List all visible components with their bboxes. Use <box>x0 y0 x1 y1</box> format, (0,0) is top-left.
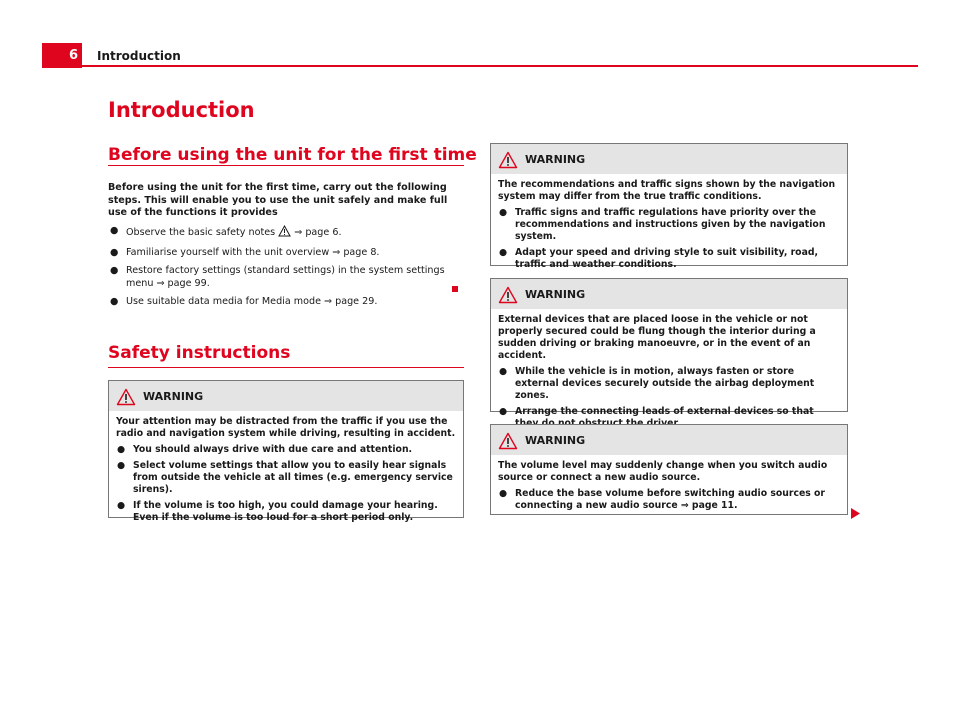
section-divider <box>108 165 464 166</box>
bullet-dot: ● <box>110 247 119 258</box>
warning-title: WARNING <box>143 390 204 403</box>
warning-lead: Your attention may be distracted from the traffic if you use the radio and navigation system while driving, resulting in accident. <box>116 416 456 439</box>
list-item <box>108 247 464 260</box>
list-item-text: Familiarise yourself with the unit overview ⇒ page 8. <box>126 247 380 258</box>
warning-header <box>491 425 847 455</box>
list-item <box>498 488 840 512</box>
bullet-dot: ● <box>117 444 126 455</box>
section-heading-safety: Safety instructions <box>108 343 291 363</box>
list-item-text: While the vehicle is in motion, always fasten or store external devices securely outside the airbag deployment zones. <box>515 366 815 401</box>
list-item <box>108 265 464 290</box>
bullet-dot: ● <box>117 460 126 471</box>
warning-title: WARNING <box>525 434 586 447</box>
list-item <box>116 444 456 456</box>
warning-header <box>109 381 463 411</box>
list-item-text: You should always drive with due care and attention. <box>133 444 413 455</box>
warning-lead: External devices that are placed loose in the vehicle or not properly secured could be flung though the interior during a sudden driving or braking manoeuvre, or in the event of an accident. <box>498 314 816 361</box>
list-item <box>116 500 456 524</box>
list-item-text: Traffic signs and traffic regulations have priority over the recommendations and instructions given by the navigation system. <box>515 207 826 242</box>
bullet-dot: ● <box>499 366 508 377</box>
warning-body <box>109 411 463 530</box>
list-item-text: Use suitable data media for Media mode ⇒ page 29. <box>126 295 378 307</box>
end-square-icon <box>452 286 458 292</box>
bullet-dot: ● <box>499 488 508 499</box>
warning-lead: The recommendations and traffic signs shown by the navigation system may differ from the true traffic conditions. <box>498 179 836 202</box>
bullet-dot: ● <box>499 406 508 417</box>
warning-box <box>490 278 848 417</box>
bullet-dot: ● <box>117 500 126 511</box>
section-heading-first-use: Before using the unit for the first time <box>108 145 477 165</box>
bullet-dot: ● <box>110 265 119 276</box>
warning-title: WARNING <box>525 288 586 301</box>
warning-triangle-icon <box>278 225 291 242</box>
warning-header <box>491 144 847 174</box>
list-item-text: Select volume settings that allow you to easily hear signals from outside the vehicle at all times (e.g. emergency service sirens). <box>133 460 453 495</box>
bullet-dot: ● <box>110 295 119 307</box>
page-number: 6 <box>42 43 82 68</box>
warning-triangle-icon <box>116 388 136 410</box>
warning-lead: The volume level may suddenly change when you switch audio source or connect a new audio source. <box>498 460 828 483</box>
warning-box <box>490 143 848 270</box>
list-item-text: Observe the basic safety notes <box>126 227 279 238</box>
section-divider <box>108 367 464 368</box>
list-item-text: ⇒ page 6. <box>291 227 342 238</box>
warning-body <box>491 174 847 277</box>
warning-triangle-icon <box>498 286 518 308</box>
list-item <box>498 247 840 271</box>
section-intro: Before using the unit for the first time, carry out the following steps. This will enable you to use the unit safely and make full use of the functions it provides <box>108 182 448 218</box>
warning-body <box>491 309 847 436</box>
list-item-text: Restore factory settings (standard settings) in the system settings menu ⇒ page 99. <box>126 265 445 289</box>
list-item <box>116 460 456 496</box>
header-divider <box>82 65 918 67</box>
list-item-text: Reduce the base volume before switching audio sources or connecting a new audio source ⇒ page 11. <box>515 488 826 511</box>
list-item <box>498 207 840 243</box>
warning-box <box>490 424 848 515</box>
list-item <box>108 225 464 242</box>
bullet-dot: ● <box>499 247 508 258</box>
header-title: Introduction <box>97 49 181 63</box>
steps-list <box>108 225 464 314</box>
warning-triangle-icon <box>498 151 518 173</box>
list-item-text: If the volume is too high, you could damage your hearing. Even if the volume is too loud for a short period only. <box>133 500 438 523</box>
warning-header <box>491 279 847 309</box>
warning-title: WARNING <box>525 153 586 166</box>
list-item-text: Adapt your speed and driving style to suit visibility, road, traffic and weather conditions. <box>515 247 819 270</box>
list-item <box>498 366 840 402</box>
list-item-text: Arrange the connecting leads of external devices so that <box>515 406 814 417</box>
bullet-dot: ● <box>110 225 119 236</box>
bullet-dot: ● <box>499 207 508 218</box>
list-item <box>108 296 464 309</box>
warning-body <box>491 455 847 518</box>
main-title: Introduction <box>108 98 255 122</box>
warning-triangle-icon <box>498 432 518 454</box>
continue-arrow-icon <box>851 504 860 523</box>
warning-box <box>108 380 464 523</box>
